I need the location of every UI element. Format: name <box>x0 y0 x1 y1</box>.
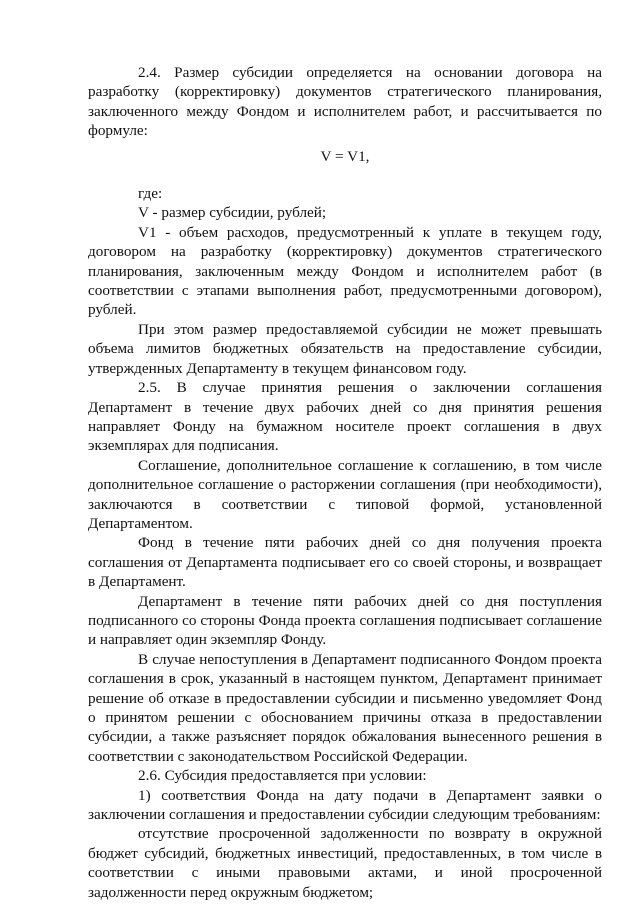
formula-where-label: где: <box>138 185 163 203</box>
paragraph-2-4: 2.4. Размер субсидии определяется на основании договора на разработку (корректировку) документов стратегического планирования, заключенного между Фондом и исполнителем работ, и рассчитывается по формуле: <box>88 64 602 140</box>
formula-definition-v: V - размер субсидии, рублей; <box>138 204 327 222</box>
paragraph-fund-signing: Фонд в течение пяти рабочих дней со дня получения проекта соглашения от Департамента подписывает его со своей стороны, и возвращает в Департамент. <box>88 534 602 591</box>
formula: V = V1, <box>320 147 370 165</box>
paragraph-2-6: 2.6. Субсидия предоставляется при условии: <box>138 767 427 785</box>
paragraph-department-signing: Департамент в течение пяти рабочих дней со дня поступления подписанного со стороны Фонда проекта соглашения подписывает соглашение и направляет один экземпляр Фонду. <box>88 592 602 649</box>
formula-definition-v1: V1 - объем расходов, предусмотренный к уплате в текущем году, договором на разработку (корректировку) документов стратегического планирования, заключенным между Фондом и исполнителем работ (в соответствии с этапами выполнения работ, предусмотренными договором), рублей. <box>88 223 602 319</box>
paragraph-agreement-form: Соглашение, дополнительное соглашение к соглашению, в том числе дополнительное соглашение о расторжении соглашения (при необходимости), заключаются в соответствии с типовой формой, установленной Департаментом. <box>88 456 602 532</box>
paragraph-refusal: В случае непоступления в Департамент подписанного Фондом проекта соглашения в срок, указанный в настоящем пунктом, Департамент принимает решение об отказе в предоставлении субсидии и письменно уведомляет Фонд о принятом решении с обоснованием причины отказа в предоставлении субсидии, а также разъясняет порядок обжалования вынесенного решения в соответствии с законодательством Российской Федерации. <box>88 650 602 765</box>
requirement-no-debt: отсутствие просроченной задолженности по возврату в окружной бюджет субсидий, бюджетных инвестиций, предоставленных, в том числе в соответствии с иными правовыми актами, и иной просроченной задолженности перед окружным бюджетом; <box>88 825 602 901</box>
document-page <box>88 63 602 902</box>
condition-1: 1) соответствия Фонда на дату подачи в Департамент заявки о заключении соглашения и предоставлении субсидии следующим требованиям: <box>88 786 602 824</box>
paragraph-subsidy-limit: При этом размер предоставляемой субсидии не может превышать объема лимитов бюджетных обязательств на предоставление субсидии, утвержденных Департаменту в текущем финансовом году. <box>88 320 602 377</box>
paragraph-2-5: 2.5. В случае принятия решения о заключении соглашения Департамент в течение двух рабочих дней со дня принятия решения направляет Фонду на бумажном носителе проект соглашения в двух экземплярах для подписания. <box>88 379 602 455</box>
